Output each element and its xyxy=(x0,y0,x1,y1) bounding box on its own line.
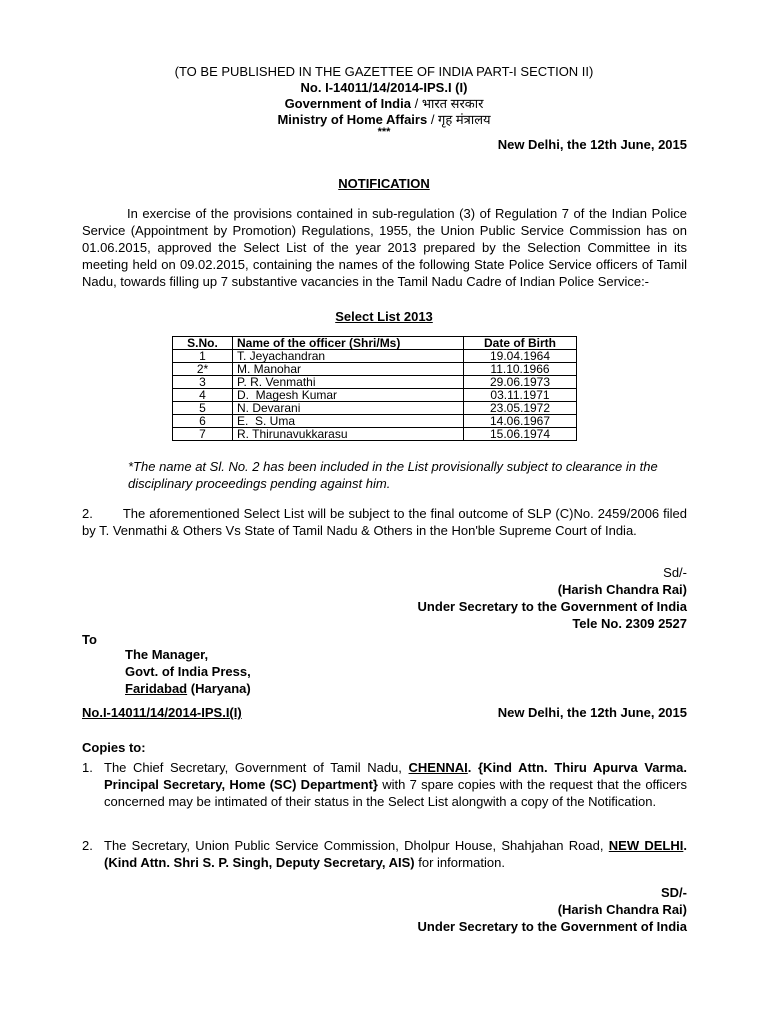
addressee-city: Faridabad xyxy=(125,681,188,696)
copy-item-1-number: 1. xyxy=(82,760,93,775)
addressee-line-1: The Manager, xyxy=(125,647,209,662)
header-name: Name of the officer (Shri/Ms) xyxy=(233,337,464,350)
row-dob: 29.06.1973 xyxy=(464,376,577,389)
gazette-heading: (TO BE PUBLISHED IN THE GAZETTEE OF INDIA PART-I SECTION II) xyxy=(174,64,594,79)
ministry-name: Ministry of Home Affairs xyxy=(277,112,428,127)
copy-item-2-body xyxy=(104,837,687,871)
table-row xyxy=(173,376,577,389)
reference-number: No.I-14011/14/2014-IPS.I(I) xyxy=(82,705,242,720)
table-header-row xyxy=(173,337,577,350)
copy-item-2-city: NEW DELHI xyxy=(608,838,684,853)
row-sno: 2* xyxy=(173,363,233,376)
row-dob: 03.11.1971 xyxy=(464,389,577,402)
copy-item-1-city: CHENNAI xyxy=(408,760,468,775)
notification-body: In exercise of the provisions contained in sub-regulation (3) of Regulation 7 of the Indian Police Service (Appointment by Promotion) Regulations, 1955, the Union Public Service Commission has on 01.06.2015, approved the Select List of the year 2013 prepared by the Selection Committee in its meeting held on 09.02.2015, containing the names of the following State Police Service officers of Tamil Nadu, towards filling up 7 substantive vacancies in the Tamil Nadu Cadre of Indian Police Service:- xyxy=(82,206,687,289)
signature-sd: Sd/- xyxy=(663,565,687,580)
addressee-state: (Haryana) xyxy=(190,681,251,696)
copy-item-1-attn: . {Kind Attn. Thiru Apurva Varma. Principal Secretary, Home (SC) Department} xyxy=(104,760,687,792)
copy-item-1-body xyxy=(104,759,687,810)
row-dob: 15.06.1974 xyxy=(464,428,577,441)
row-sno: 3 xyxy=(173,376,233,389)
reference-date: New Delhi, the 12th June, 2015 xyxy=(497,705,687,720)
row-name: T. Jeyachandran xyxy=(233,350,464,363)
signatory-2-designation: Under Secretary to the Government of India xyxy=(417,919,687,934)
row-sno: 4 xyxy=(173,389,233,402)
government-name: Government of India xyxy=(284,96,411,111)
separator-stars: *** xyxy=(377,126,391,138)
government-name-hindi: / भारत सरकार xyxy=(414,96,484,111)
table-row xyxy=(173,402,577,415)
row-name: E. S. Uma xyxy=(233,415,464,428)
header-sno: S.No. xyxy=(173,337,233,350)
issue-date: New Delhi, the 12th June, 2015 xyxy=(497,137,687,152)
paragraph-2 xyxy=(82,505,687,539)
signature-2-sd: SD/- xyxy=(661,885,687,900)
signatory-name: (Harish Chandra Rai) xyxy=(557,582,687,597)
ministry-name-hindi: / गृह मंत्रालय xyxy=(430,112,491,127)
row-name: P. R. Venmathi xyxy=(233,376,464,389)
row-dob: 14.06.1967 xyxy=(464,415,577,428)
row-dob: 11.10.1966 xyxy=(464,363,577,376)
table-row xyxy=(173,350,577,363)
select-list-table xyxy=(172,336,577,441)
copy-item-2-attn: . (Kind Attn. Shri S. P. Singh, Deputy Secretary, AIS) xyxy=(104,838,687,870)
copy-item-2-rest: for information. xyxy=(418,855,505,870)
signatory-telephone: Tele No. 2309 2527 xyxy=(572,616,687,631)
footnote: *The name at Sl. No. 2 has been included in the List provisionally subject to clearance in the disciplinary proceedings pending against him. xyxy=(128,459,658,491)
row-sno: 1 xyxy=(173,350,233,363)
copy-item-2-number: 2. xyxy=(82,838,93,853)
row-dob: 19.04.1964 xyxy=(464,350,577,363)
copy-item-2 xyxy=(82,837,687,871)
row-name: M. Manohar xyxy=(233,363,464,376)
paragraph-2-text: The aforementioned Select List will be subject to the final outcome of SLP (C)No. 2459/2006 filed by T. Venmathi & Others Vs State of Tamil Nadu & Others in the Hon'ble Supreme Court of India. xyxy=(82,506,687,538)
file-number: No. I-14011/14/2014-IPS.I (I) xyxy=(300,80,468,95)
copy-item-2-pre: The Secretary, Union Public Service Commission, Dholpur House, Shahjahan Road, xyxy=(104,838,604,853)
table-row xyxy=(173,428,577,441)
select-list-title: Select List 2013 xyxy=(335,309,433,324)
row-sno: 6 xyxy=(173,415,233,428)
copy-item-1-pre: The Chief Secretary, Government of Tamil Nadu, xyxy=(104,760,402,775)
row-name: R. Thirunavukkarasu xyxy=(233,428,464,441)
copies-title: Copies to: xyxy=(82,740,146,755)
table-row xyxy=(173,389,577,402)
row-sno: 7 xyxy=(173,428,233,441)
addressee-line-2: Govt. of India Press, xyxy=(125,664,251,679)
copy-item-1 xyxy=(82,759,687,810)
reference-line xyxy=(82,704,687,721)
row-sno: 5 xyxy=(173,402,233,415)
row-dob: 23.05.1972 xyxy=(464,402,577,415)
table-row xyxy=(173,415,577,428)
to-label: To xyxy=(82,632,97,647)
header-dob: Date of Birth xyxy=(464,337,577,350)
signatory-2-name: (Harish Chandra Rai) xyxy=(557,902,687,917)
government-line xyxy=(0,96,768,112)
signatory-designation: Under Secretary to the Government of India xyxy=(417,599,687,614)
table-row xyxy=(173,363,577,376)
row-name: D. Magesh Kumar xyxy=(233,389,464,402)
notification-title: NOTIFICATION xyxy=(338,176,430,191)
copy-item-1-rest: with 7 spare copies with the request that the officers concerned may be intimated of their status in the Select List alongwith a copy of the Notification. xyxy=(104,777,687,809)
paragraph-2-number: 2. xyxy=(82,506,93,521)
row-name: N. Devarani xyxy=(233,402,464,415)
addressee-line-3 xyxy=(125,680,251,697)
